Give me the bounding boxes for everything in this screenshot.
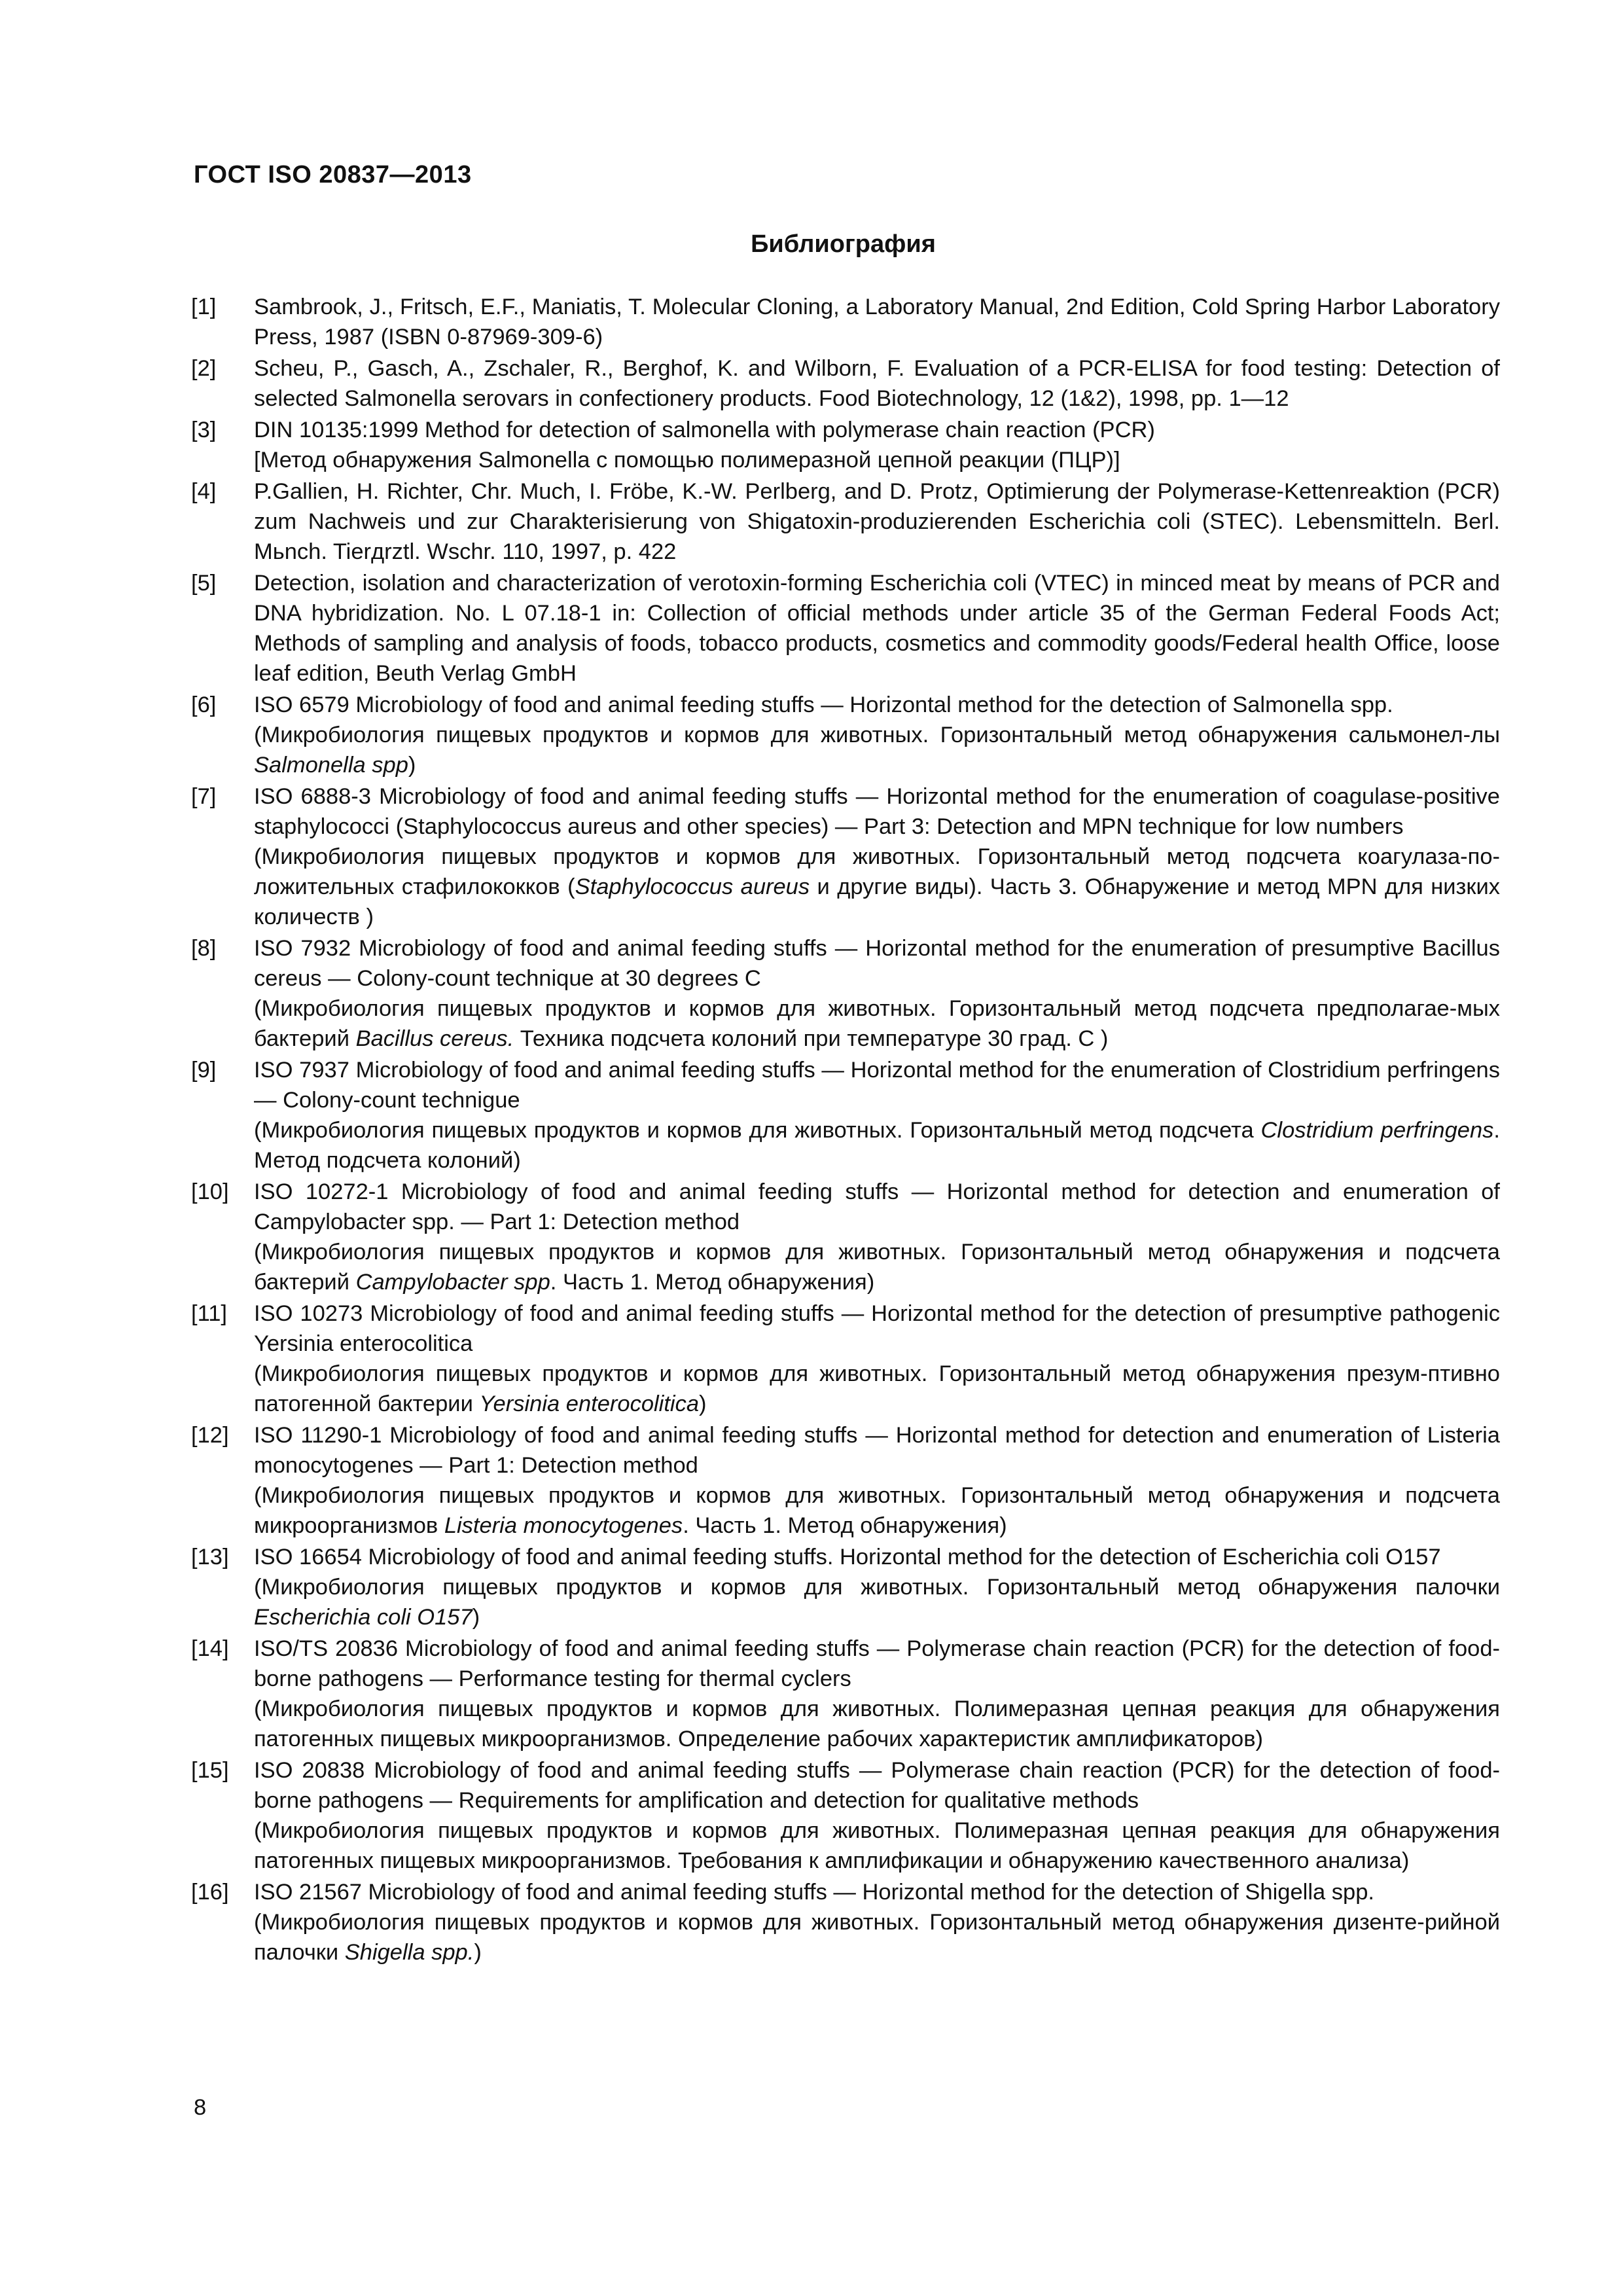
reference-source: ISO/TS 20836 Microbiology of food and animal feeding stuffs — Polymerase chain reaction (PCR) for the detection of food-borne pathogens — Performance testing for thermal cyclers	[254, 1636, 1500, 1691]
reference-item	[191, 1877, 1500, 1967]
reference-source: Sambrook, J., Fritsch, E.F., Maniatis, T. Molecular Cloning, a Laboratory Manual, 2nd Edition, Cold Spring Harbor Laboratory Press, 1987 (ISBN 0-87969-309-6)	[254, 295, 1500, 350]
reference-item	[191, 476, 1500, 567]
reference-text	[254, 1542, 1500, 1632]
reference-translation: (Микробиология пищевых продуктов и кормов для животных. Горизонтальный метод обнаружения и подсчета микроорганизмов Listeria monocytogenes. Часть 1. Метод обнаружения)	[254, 1483, 1500, 1538]
reference-number: [8]	[191, 936, 217, 961]
reference-text	[254, 690, 1500, 780]
reference-number: [13]	[191, 1545, 229, 1570]
reference-item	[191, 292, 1500, 352]
reference-text	[254, 1299, 1500, 1419]
reference-translation: (Микробиология пищевых продуктов и кормов для животных. Горизонтальный метод подсчета предполагае-мых бактерий Bacillus cereus. Техника подсчета колоний при температуре 30 град. С )	[254, 996, 1500, 1051]
reference-number: [6]	[191, 692, 217, 717]
reference-text	[254, 353, 1500, 414]
reference-translation: (Микробиология пищевых продуктов и кормов для животных. Горизонтальный метод обнаружения презум-птивно патогенной бактерии Yersinia enterocolitica)	[254, 1361, 1500, 1416]
reference-number: [3]	[191, 418, 217, 442]
reference-source: Scheu, P., Gasch, A., Zschaler, R., Berghof, K. and Wilborn, F. Evaluation of a PCR-ELISA for food testing: Detection of selected Salmonella serovars in confectionery products. Food Biotechnology, 12 (1&2), 1998, pp. 1—12	[254, 356, 1500, 411]
reference-source: Detection, isolation and characterization of verotoxin-forming Escherichia coli (VTEC) in minced meat by means of PCR and DNA hybridization. No. L 07.18-1 in: Collection of official methods under article 35 of the German Federal Foods Act; Methods of sampling and analysis of foods, tobacco products, cosmetics and commodity goods/Federal health Office, loose leaf edition, Beuth Verlag GmbH	[254, 571, 1500, 686]
reference-number: [4]	[191, 479, 217, 504]
reference-text	[254, 292, 1500, 352]
reference-translation: [Метод обнаружения Salmonella с помощью полимеразной цепной реакции (ПЦР)]	[254, 448, 1120, 473]
italic-species-name: Escherichia coli O157	[254, 1605, 473, 1630]
reference-text	[254, 1755, 1500, 1876]
reference-list	[191, 292, 1500, 1969]
reference-text	[254, 781, 1500, 932]
document-header: ГОСТ ISO 20837—2013	[194, 161, 472, 188]
reference-number: [5]	[191, 571, 217, 596]
reference-source: ISO 20838 Microbiology of food and animal feeding stuffs — Polymerase chain reaction (PCR) for the detection of food-borne pathogens — Requirements for amplification and detection for qualitative methods	[254, 1758, 1500, 1813]
italic-species-name: Clostridium perfringens	[1260, 1118, 1494, 1143]
reference-source: ISO 10272-1 Microbiology of food and animal feeding stuffs — Horizontal method for detection and enumeration of Campylobacter spp. — Part 1: Detection method	[254, 1179, 1500, 1234]
italic-species-name: Salmonella spp	[254, 753, 408, 778]
italic-species-name: Bacillus cereus.	[355, 1026, 514, 1051]
reference-source: ISO 7937 Microbiology of food and animal feeding stuffs — Horizontal method for the enumeration of Clostridium perfringens — Colony-count technigue	[254, 1058, 1500, 1113]
reference-item	[191, 781, 1500, 932]
reference-number: [1]	[191, 295, 217, 319]
reference-source: ISO 10273 Microbiology of food and animal feeding stuffs — Horizontal method for the detection of presumptive pathogenic Yersinia enterocolitica	[254, 1301, 1500, 1356]
reference-item	[191, 690, 1500, 780]
reference-translation: (Микробиология пищевых продуктов и кормов для животных. Полимеразная цепная реакция для обнаружения патогенных пищевых микроорганизмов. Требования к амплификации и обнаружению качественного анализа)	[254, 1818, 1500, 1873]
reference-item	[191, 1177, 1500, 1297]
reference-number: [2]	[191, 356, 217, 381]
italic-species-name: Staphylococcus aureus	[575, 874, 810, 899]
reference-item	[191, 1542, 1500, 1632]
reference-translation: (Микробиология пищевых продуктов и кормов для животных. Горизонтальный метод обнаружения сальмонел-лы Salmonella spp)	[254, 723, 1500, 778]
reference-item	[191, 1420, 1500, 1541]
reference-text	[254, 476, 1500, 567]
reference-number: [9]	[191, 1058, 217, 1083]
reference-number: [12]	[191, 1423, 229, 1448]
reference-translation: (Микробиология пищевых продуктов и кормов для животных. Горизонтальный метод обнаружения и подсчета бактерий Campylobacter spp. Часть 1. Метод обнаружения)	[254, 1240, 1500, 1295]
reference-source: ISO 16654 Microbiology of food and animal feeding stuffs. Horizontal method for the detection of Escherichia coli O157	[254, 1545, 1441, 1570]
reference-translation: (Микробиология пищевых продуктов и кормов для животных. Полимеразная цепная реакция для обнаружения патогенных пищевых микроорганизмов. Определение рабочих характеристик амплификаторов)	[254, 1696, 1500, 1751]
italic-species-name: Shigella spp.	[344, 1940, 474, 1965]
reference-item	[191, 933, 1500, 1054]
reference-source: P.Gallien, H. Richter, Chr. Much, I. Fröbe, K.-W. Perlberg, and D. Protz, Optimierung der Polymerase-Kettenreaktion (PCR) zum Nachweis und zur Charakterisierung von Shigatoxin-produzierenden Escherichia coli (STEC). Lebensmitteln. Berl. Mьnch. Tierдrztl. Wschr. 110, 1997, p. 422	[254, 479, 1500, 564]
reference-source: DIN 10135:1999 Method for detection of salmonella with polymerase chain reaction (PCR)	[254, 418, 1155, 442]
reference-number: [15]	[191, 1758, 229, 1783]
reference-item	[191, 1755, 1500, 1876]
reference-text	[254, 1634, 1500, 1754]
page-number: 8	[194, 2095, 207, 2120]
italic-species-name: Campylobacter spp	[355, 1270, 550, 1295]
reference-item	[191, 1055, 1500, 1175]
reference-translation: (Микробиология пищевых продуктов и кормов для животных. Горизонтальный метод подсчета коагулаза-по-ложительных стафилококков (Staphylococcus aureus и другие виды). Часть 3. Обнаружение и метод MPN для низких количеств )	[254, 844, 1500, 929]
reference-text	[254, 1877, 1500, 1967]
reference-text	[254, 568, 1500, 689]
reference-text	[254, 1177, 1500, 1297]
reference-item	[191, 1634, 1500, 1754]
reference-number: [11]	[191, 1301, 227, 1326]
reference-number: [14]	[191, 1636, 229, 1661]
reference-source: ISO 6579 Microbiology of food and animal feeding stuffs — Horizontal method for the detection of Salmonella spp.	[254, 692, 1393, 717]
bibliography-title: Библиография	[751, 230, 936, 258]
italic-species-name: Listeria monocytogenes	[444, 1513, 683, 1538]
reference-translation: (Микробиология пищевых продуктов и кормов для животных. Горизонтальный метод обнаружения палочки Escherichia coli O157)	[254, 1575, 1500, 1630]
reference-number: [16]	[191, 1880, 229, 1905]
italic-species-name: Yersinia enterocolitica	[479, 1391, 700, 1416]
reference-text	[254, 415, 1500, 475]
reference-item	[191, 353, 1500, 414]
reference-translation: (Микробиология пищевых продуктов и кормов для животных. Горизонтальный метод обнаружения дизенте-рийной палочки Shigella spp.)	[254, 1910, 1500, 1965]
reference-item	[191, 415, 1500, 475]
reference-source: ISO 6888-3 Microbiology of food and animal feeding stuffs — Horizontal method for the enumeration of coagulase-positive staphylococci (Staphylococcus aureus and other species) — Part 3: Detection and MPN technique for low numbers	[254, 784, 1500, 839]
reference-text	[254, 933, 1500, 1054]
reference-source: ISO 7932 Microbiology of food and animal feeding stuffs — Horizontal method for the enumeration of presumptive Bacillus cereus — Colony-count technique at 30 degrees C	[254, 936, 1500, 991]
reference-number: [10]	[191, 1179, 229, 1204]
reference-text	[254, 1420, 1500, 1541]
reference-item	[191, 568, 1500, 689]
reference-translation: (Микробиология пищевых продуктов и кормов для животных. Горизонтальный метод подсчета Clostridium perfringens. Метод подсчета колоний)	[254, 1118, 1500, 1173]
reference-number: [7]	[191, 784, 217, 809]
reference-item	[191, 1299, 1500, 1419]
reference-text	[254, 1055, 1500, 1175]
reference-source: ISO 11290-1 Microbiology of food and animal feeding stuffs — Horizontal method for detection and enumeration of Listeria monocytogenes — Part 1: Detection method	[254, 1423, 1500, 1478]
reference-source: ISO 21567 Microbiology of food and animal feeding stuffs — Horizontal method for the detection of Shigella spp.	[254, 1880, 1374, 1905]
